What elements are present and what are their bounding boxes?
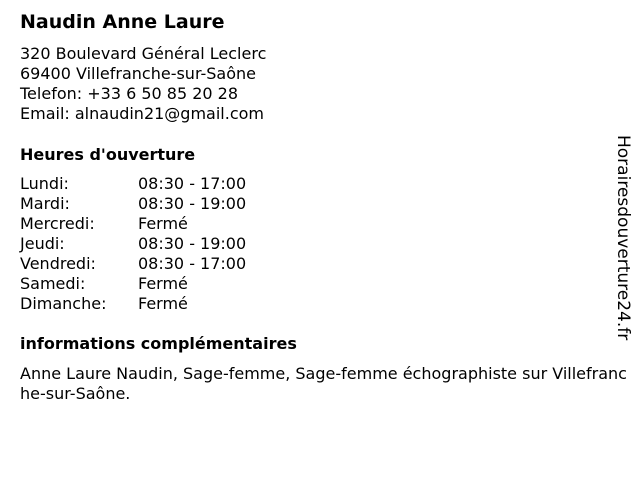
hours-row-thursday	[20, 234, 246, 254]
phone-number: Telefon: +33 6 50 85 20 28	[20, 84, 239, 103]
hours-row-saturday	[20, 274, 246, 294]
opening-hours-heading: Heures d'ouverture	[20, 145, 196, 164]
watermark-text: Horairesdouverture24.fr	[613, 135, 633, 341]
day-label: Mercredi:	[20, 214, 95, 233]
day-label: Lundi:	[20, 174, 69, 193]
address-city: 69400 Villefranche-sur-Saône	[20, 64, 257, 83]
address-street: 320 Boulevard Général Leclerc	[20, 44, 267, 63]
day-label: Jeudi:	[20, 234, 65, 253]
time-value: 08:30 - 17:00	[138, 254, 247, 273]
time-value: 08:30 - 17:00	[138, 174, 247, 193]
additional-info-heading: informations complémentaires	[20, 334, 297, 353]
hours-row-friday	[20, 254, 246, 274]
hours-row-tuesday	[20, 194, 246, 214]
time-value: 08:30 - 19:00	[138, 234, 247, 253]
email-address: Email: alnaudin21@gmail.com	[20, 104, 264, 123]
time-value: Fermé	[138, 294, 188, 313]
hours-row-sunday	[20, 294, 246, 314]
time-value: 08:30 - 19:00	[138, 194, 247, 213]
time-value: Fermé	[138, 274, 188, 293]
day-label: Vendredi:	[20, 254, 96, 273]
site-watermark	[612, 135, 636, 350]
time-value: Fermé	[138, 214, 188, 233]
day-label: Samedi:	[20, 274, 86, 293]
hours-row-monday	[20, 174, 246, 194]
opening-hours-table	[20, 174, 246, 314]
contact-block	[20, 44, 266, 124]
day-label: Dimanche:	[20, 294, 107, 313]
day-label: Mardi:	[20, 194, 70, 213]
practitioner-name: Naudin Anne Laure	[20, 11, 225, 33]
hours-row-wednesday	[20, 214, 246, 234]
additional-info-text: Anne Laure Naudin, Sage-femme, Sage-femme échographiste sur Villefranche-sur-Saône.	[20, 364, 627, 403]
